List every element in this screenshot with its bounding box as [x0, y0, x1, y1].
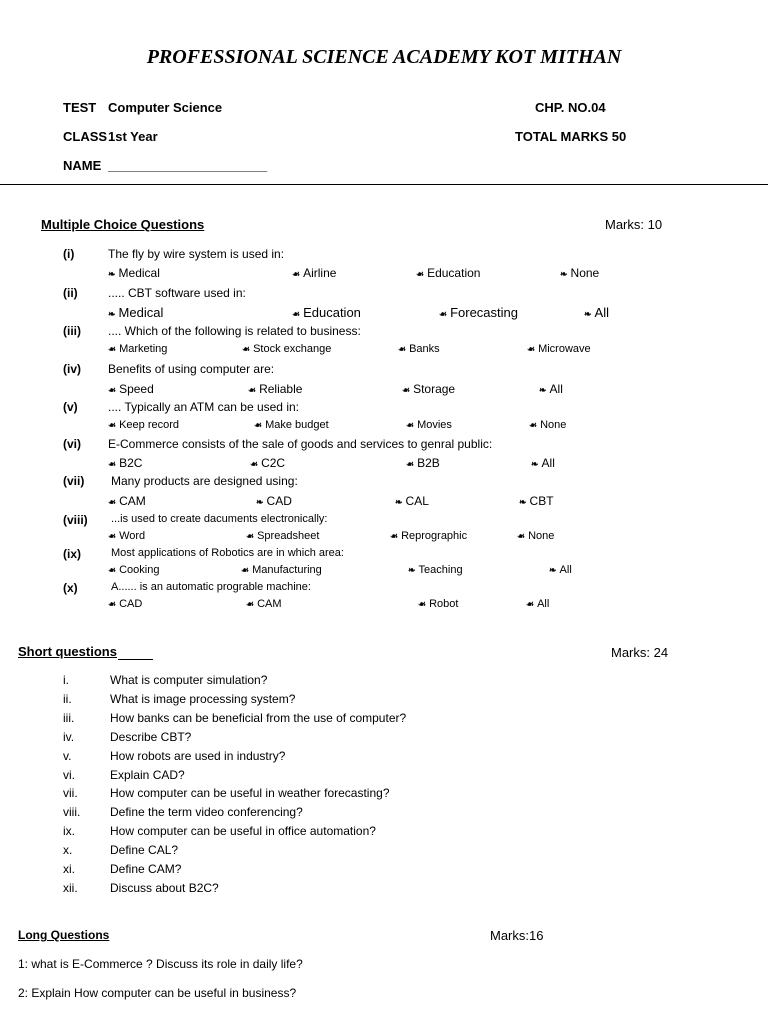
- option-bullet-icon: ❧: [108, 269, 116, 279]
- answer-option[interactable]: [241, 564, 322, 576]
- option-label: CAM: [257, 598, 282, 610]
- answer-option[interactable]: [584, 305, 609, 320]
- class-value: 1st Year: [108, 129, 158, 144]
- answer-option[interactable]: [531, 456, 555, 470]
- header-divider: [0, 184, 768, 185]
- question-number: (vii): [63, 474, 85, 488]
- option-label: Microwave: [538, 343, 591, 355]
- option-bullet-icon: ☙: [241, 565, 250, 575]
- option-label: None: [540, 419, 567, 431]
- short-question-text: Explain CAD?: [110, 768, 185, 782]
- answer-option[interactable]: [108, 494, 146, 508]
- option-bullet-icon: ☙: [292, 309, 301, 319]
- short-question-number: vii.: [63, 786, 78, 800]
- chapter-number: CHP. NO.04: [535, 100, 606, 115]
- class-label: CLASS: [63, 129, 108, 144]
- answer-option[interactable]: [292, 305, 361, 320]
- name-blank: ______________________: [108, 158, 268, 173]
- option-label: Keep record: [119, 419, 180, 431]
- option-bullet-icon: ☙: [108, 385, 117, 395]
- question-number: (iii): [63, 324, 81, 338]
- answer-option[interactable]: [246, 598, 282, 610]
- short-question-text: Define CAM?: [110, 862, 182, 876]
- answer-option[interactable]: [539, 382, 563, 396]
- option-label: CAD: [119, 598, 143, 610]
- answer-option[interactable]: [416, 266, 480, 280]
- short-question-text: What is image processing system?: [110, 692, 296, 706]
- answer-option[interactable]: [108, 598, 142, 610]
- option-bullet-icon: ☙: [416, 269, 425, 279]
- answer-option[interactable]: [256, 494, 292, 508]
- answer-option[interactable]: [549, 564, 572, 576]
- option-label: All: [537, 598, 550, 610]
- option-bullet-icon: ☙: [292, 269, 301, 279]
- question-text: ...is used to create dacuments electronically:: [111, 513, 328, 525]
- answer-option[interactable]: [406, 456, 440, 470]
- option-label: All: [594, 305, 609, 320]
- short-question-number: ii.: [63, 692, 72, 706]
- test-subject: Computer Science: [108, 100, 223, 115]
- short-question-text: Describe CBT?: [110, 730, 192, 744]
- heading-underline: [118, 659, 153, 660]
- test-label: TEST: [63, 100, 97, 115]
- short-question-number: x.: [63, 843, 73, 857]
- short-questions-marks: Marks: 24: [611, 645, 669, 660]
- question-number: (ix): [63, 547, 81, 561]
- answer-option[interactable]: [248, 382, 302, 396]
- option-bullet-icon: ☙: [250, 459, 259, 469]
- option-bullet-icon: ❧: [549, 565, 557, 575]
- option-label: Reprographic: [401, 530, 468, 542]
- short-question-number: i.: [63, 673, 69, 687]
- option-bullet-icon: ☙: [406, 420, 415, 430]
- option-label: Stock exchange: [253, 343, 332, 355]
- option-label: All: [549, 382, 563, 396]
- short-question-text: Discuss about B2C?: [110, 881, 219, 895]
- answer-option[interactable]: [560, 266, 599, 280]
- option-label: Teaching: [418, 564, 463, 576]
- option-label: Movies: [417, 419, 452, 431]
- question-text: Benefits of using computer are:: [108, 362, 275, 376]
- answer-option[interactable]: [254, 419, 329, 431]
- option-bullet-icon: ☙: [526, 599, 535, 609]
- option-bullet-icon: ❧: [531, 459, 539, 469]
- answer-option[interactable]: [108, 382, 154, 396]
- question-text: The fly by wire system is used in:: [108, 247, 285, 261]
- question-text: .... Typically an ATM can be used in:: [108, 400, 299, 414]
- answer-option[interactable]: [519, 494, 554, 508]
- option-label: Storage: [413, 382, 456, 396]
- short-question-number: xi.: [63, 862, 75, 876]
- short-question-text: How banks can be beneficial from the use of computer?: [110, 711, 407, 725]
- question-number: (v): [63, 400, 78, 414]
- option-bullet-icon: ☙: [390, 531, 399, 541]
- answer-option[interactable]: [108, 564, 159, 576]
- option-label: Spreadsheet: [257, 530, 320, 542]
- option-label: Education: [427, 266, 481, 280]
- option-label: CAL: [405, 494, 429, 508]
- option-bullet-icon: ☙: [108, 531, 117, 541]
- option-bullet-icon: ☙: [108, 497, 117, 507]
- question-number: (vi): [63, 437, 81, 451]
- answer-option[interactable]: [408, 564, 463, 576]
- short-question-number: iii.: [63, 711, 75, 725]
- answer-option[interactable]: [250, 456, 285, 470]
- option-bullet-icon: ❧: [539, 385, 547, 395]
- option-label: Manufacturing: [252, 564, 322, 576]
- option-label: Robot: [429, 598, 459, 610]
- short-question-number: v.: [63, 749, 72, 763]
- answer-option[interactable]: [529, 419, 566, 431]
- option-bullet-icon: ☙: [418, 599, 427, 609]
- answer-option[interactable]: [390, 530, 467, 542]
- short-question-number: xii.: [63, 881, 78, 895]
- option-label: C2C: [261, 456, 286, 470]
- option-label: CAD: [266, 494, 292, 508]
- answer-option[interactable]: [418, 598, 458, 610]
- option-bullet-icon: ❧: [560, 269, 568, 279]
- short-questions-heading: Short questions: [18, 644, 117, 659]
- answer-option[interactable]: [402, 382, 455, 396]
- answer-option[interactable]: [526, 598, 549, 610]
- answer-option[interactable]: [108, 343, 167, 355]
- question-number: (ii): [63, 286, 78, 300]
- answer-option[interactable]: [292, 266, 336, 280]
- long-question-item: 1: what is E-Commerce ? Discuss its role in daily life?: [18, 957, 303, 971]
- answer-option[interactable]: [108, 419, 179, 431]
- answer-option[interactable]: [406, 419, 452, 431]
- answer-option[interactable]: [108, 266, 160, 280]
- question-text: ..... CBT software used in:: [108, 286, 246, 300]
- long-question-item: 2: Explain How computer can be useful in business?: [18, 986, 297, 1000]
- option-label: Forecasting: [450, 305, 518, 320]
- option-label: CBT: [529, 494, 554, 508]
- option-label: Education: [303, 305, 361, 320]
- option-bullet-icon: ❧: [108, 309, 116, 319]
- answer-option[interactable]: [108, 530, 145, 542]
- option-bullet-icon: ☙: [108, 420, 117, 430]
- short-question-text: Define CAL?: [110, 843, 179, 857]
- answer-option[interactable]: [398, 343, 440, 355]
- option-label: CAM: [119, 494, 146, 508]
- answer-option[interactable]: [517, 530, 554, 542]
- option-label: B2C: [119, 456, 143, 470]
- question-number: (i): [63, 247, 75, 261]
- short-question-number: ix.: [63, 824, 75, 838]
- option-bullet-icon: ☙: [406, 459, 415, 469]
- option-label: None: [570, 266, 600, 280]
- option-bullet-icon: ☙: [402, 385, 411, 395]
- mcq-marks: Marks: 10: [605, 217, 663, 232]
- option-bullet-icon: ❧: [519, 497, 527, 507]
- option-label: Banks: [409, 343, 440, 355]
- question-number: (viii): [63, 513, 88, 527]
- answer-option[interactable]: [439, 305, 518, 320]
- question-text: E-Commerce consists of the sale of goods and services to genral public:: [108, 437, 493, 451]
- option-bullet-icon: ❧: [256, 497, 264, 507]
- long-questions-heading: Long Questions: [18, 928, 110, 942]
- short-question-text: What is computer simulation?: [110, 673, 268, 687]
- option-label: Reliable: [259, 382, 303, 396]
- option-bullet-icon: ☙: [529, 420, 538, 430]
- short-question-text: How computer can be useful in office automation?: [110, 824, 376, 838]
- option-bullet-icon: ❧: [584, 309, 592, 319]
- option-bullet-icon: ☙: [242, 344, 251, 354]
- option-bullet-icon: ☙: [398, 344, 407, 354]
- option-bullet-icon: ☙: [246, 531, 255, 541]
- short-question-number: vi.: [63, 768, 75, 782]
- option-label: Speed: [119, 382, 154, 396]
- option-label: None: [528, 530, 555, 542]
- option-label: Medical: [118, 266, 160, 280]
- question-text: .... Which of the following is related to business:: [108, 324, 361, 338]
- option-label: Make budget: [265, 419, 329, 431]
- question-text: Most applications of Robotics are in which area:: [111, 547, 344, 559]
- page-title: PROFESSIONAL SCIENCE ACADEMY KOT MITHAN: [146, 46, 622, 68]
- option-label: Word: [119, 530, 146, 542]
- option-label: All: [559, 564, 572, 576]
- option-label: All: [541, 456, 555, 470]
- name-label: NAME: [63, 158, 102, 173]
- answer-option[interactable]: [242, 343, 331, 355]
- short-question-text: How computer can be useful in weather forecasting?: [110, 786, 390, 800]
- option-bullet-icon: ❧: [408, 565, 416, 575]
- option-bullet-icon: ☙: [517, 531, 526, 541]
- short-question-number: iv.: [63, 730, 75, 744]
- answer-option[interactable]: [395, 494, 429, 508]
- option-bullet-icon: ☙: [108, 344, 117, 354]
- option-bullet-icon: ❧: [395, 497, 403, 507]
- option-bullet-icon: ☙: [439, 309, 448, 319]
- mcq-heading: Multiple Choice Questions: [41, 217, 205, 232]
- long-questions-marks: Marks:16: [490, 928, 544, 943]
- option-label: B2B: [417, 456, 440, 470]
- option-bullet-icon: ☙: [248, 385, 257, 395]
- option-bullet-icon: ☙: [108, 599, 117, 609]
- short-question-text: Define the term video conferencing?: [110, 805, 303, 819]
- question-number: (x): [63, 581, 78, 595]
- question-text: A...... is an automatic prograble machine:: [111, 581, 311, 593]
- option-label: Cooking: [119, 564, 160, 576]
- short-question-number: viii.: [63, 805, 81, 819]
- option-bullet-icon: ☙: [246, 599, 255, 609]
- total-marks: TOTAL MARKS 50: [515, 129, 627, 144]
- option-label: Airline: [303, 266, 337, 280]
- answer-option[interactable]: [527, 343, 591, 355]
- option-bullet-icon: ☙: [527, 344, 536, 354]
- answer-option[interactable]: [108, 305, 163, 320]
- option-bullet-icon: ☙: [254, 420, 263, 430]
- option-bullet-icon: ☙: [108, 565, 117, 575]
- question-number: (iv): [63, 362, 81, 376]
- option-bullet-icon: ☙: [108, 459, 117, 469]
- answer-option[interactable]: [246, 530, 319, 542]
- question-text: Many products are designed using:: [111, 474, 298, 488]
- option-label: Medical: [118, 305, 164, 320]
- short-question-text: How robots are used in industry?: [110, 749, 286, 763]
- option-label: Marketing: [119, 343, 168, 355]
- answer-option[interactable]: [108, 456, 142, 470]
